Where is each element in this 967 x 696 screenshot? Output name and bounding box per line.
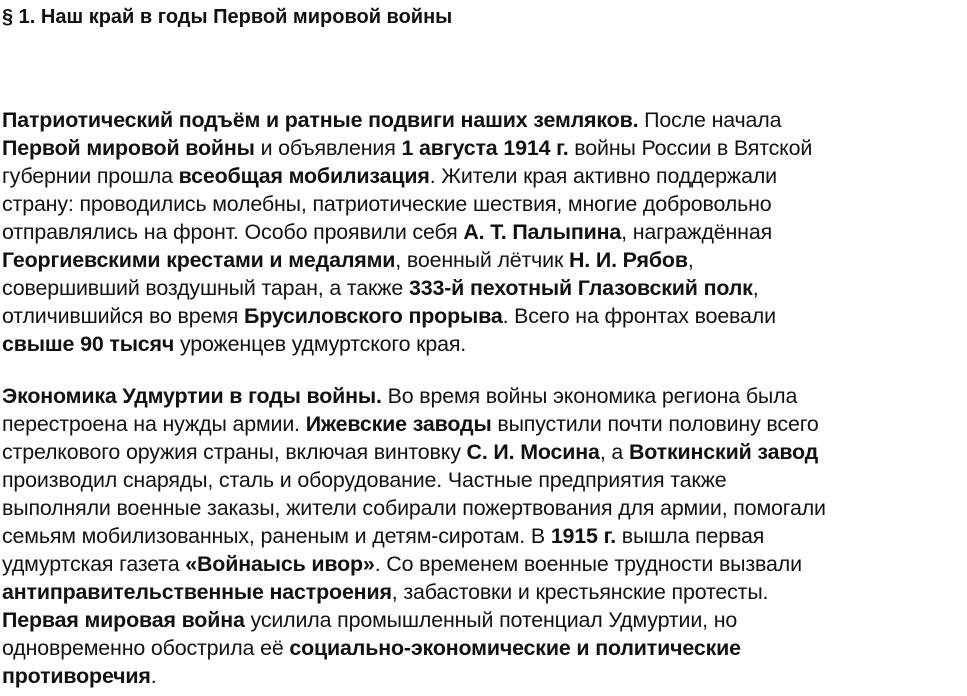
text-line: [2, 410, 964, 438]
text-run: , забастовки и крестьянские протесты.: [391, 580, 769, 604]
text-line: [2, 190, 964, 218]
text-run: и объявления: [254, 136, 402, 160]
text-line: [2, 274, 964, 302]
text-run: перестроена на нужды армии.: [2, 412, 306, 436]
text-line: [2, 494, 964, 522]
text-run: губернии прошла: [2, 164, 179, 188]
text-run: ,: [752, 276, 759, 300]
text-run: . Всего на фронтах воевали: [502, 304, 776, 328]
text-run: войны России в Вятской: [568, 136, 813, 160]
text-run: , военный лётчик: [395, 248, 569, 272]
bold-text-run: Первая мировая война: [2, 608, 245, 632]
text-line: [2, 302, 964, 330]
section-heading: § 1. Наш край в годы Первой мировой войны: [2, 6, 453, 28]
bold-text-run: Н. И. Рябов: [568, 248, 688, 272]
bold-text-run: А. Т. Палыпина: [463, 220, 622, 244]
text-line: [2, 218, 964, 246]
text-run: . Жители края активно поддержали: [429, 164, 777, 188]
text-run: одновременно обострила её: [2, 636, 290, 660]
bold-text-run: Экономика Удмуртии в годы войны.: [2, 384, 382, 408]
text-line: [2, 634, 964, 662]
text-run: .: [150, 664, 157, 688]
bold-text-run: С. И. Мосина: [466, 440, 600, 464]
text-run: отличившийся во время: [2, 304, 244, 328]
text-line: [2, 606, 964, 634]
bold-text-run: Воткинский завод: [628, 440, 819, 464]
text-run: уроженцев удмуртского края.: [174, 332, 467, 356]
text-line: [2, 522, 964, 550]
text-line: [2, 246, 964, 274]
text-run: выпустили почти половину всего: [491, 412, 819, 436]
text-run: , награждённая: [621, 220, 773, 244]
paragraph-economy: [2, 382, 964, 690]
bold-text-run: Патриотический подъём и ратные подвиги наших земляков.: [2, 108, 639, 132]
bold-text-run: 1 августа 1914 г.: [401, 136, 569, 160]
text-line: [2, 550, 964, 578]
text-line: [2, 466, 964, 494]
text-run: , а: [599, 440, 629, 464]
text-line: [2, 162, 964, 190]
text-run: усилила промышленный потенциал Удмуртии, но: [244, 608, 738, 632]
text-line: [2, 134, 964, 162]
bold-text-run: 333-й пехотный Глазовский полк: [408, 276, 753, 300]
bold-text-run: «Войнаысь ивор»: [185, 552, 375, 576]
text-run: удмуртская газета: [2, 552, 186, 576]
text-line: [2, 382, 964, 410]
bold-text-run: 1915 г.: [550, 524, 617, 548]
text-run: отправлялись на фронт. Особо проявили себя: [2, 220, 464, 244]
text-line: [2, 330, 964, 358]
paragraph-patriotic-upsurge: [2, 106, 964, 358]
bold-text-run: всеобщая мобилизация: [178, 164, 430, 188]
text-line: [2, 438, 964, 466]
text-run: страну: проводились молебны, патриотические шествия, многие добровольно: [2, 192, 772, 216]
bold-text-run: противоречия: [2, 664, 151, 688]
text-run: выполняли военные заказы, жители собирали пожертвования для армии, помогали: [2, 496, 826, 520]
bold-text-run: Георгиевскими крестами и медалями: [2, 248, 396, 272]
text-run: производил снаряды, сталь и оборудование. Частные предприятия также: [2, 468, 727, 492]
text-run: ,: [687, 248, 694, 272]
text-run: вышла первая: [616, 524, 765, 548]
bold-text-run: антиправительственные настроения: [2, 580, 392, 604]
text-line: [2, 578, 964, 606]
bold-text-run: свыше 90 тысяч: [2, 332, 175, 356]
text-run: совершивший воздушный таран, а также: [2, 276, 409, 300]
text-run: семьям мобилизованных, раненым и детям-сиротам. В: [2, 524, 551, 548]
bold-text-run: Ижевские заводы: [305, 412, 492, 436]
text-run: Во время войны экономика региона была: [381, 384, 798, 408]
bold-text-run: Первой мировой войны: [2, 136, 255, 160]
bold-text-run: социально-экономические и политические: [289, 636, 741, 660]
text-line: [2, 106, 964, 134]
text-line: [2, 662, 964, 690]
text-run: После начала: [638, 108, 782, 132]
bold-text-run: Брусиловского прорыва: [243, 304, 503, 328]
text-run: . Со временем военные трудности вызвали: [374, 552, 802, 576]
text-run: стрелкового оружия страны, включая винтовку: [2, 440, 467, 464]
